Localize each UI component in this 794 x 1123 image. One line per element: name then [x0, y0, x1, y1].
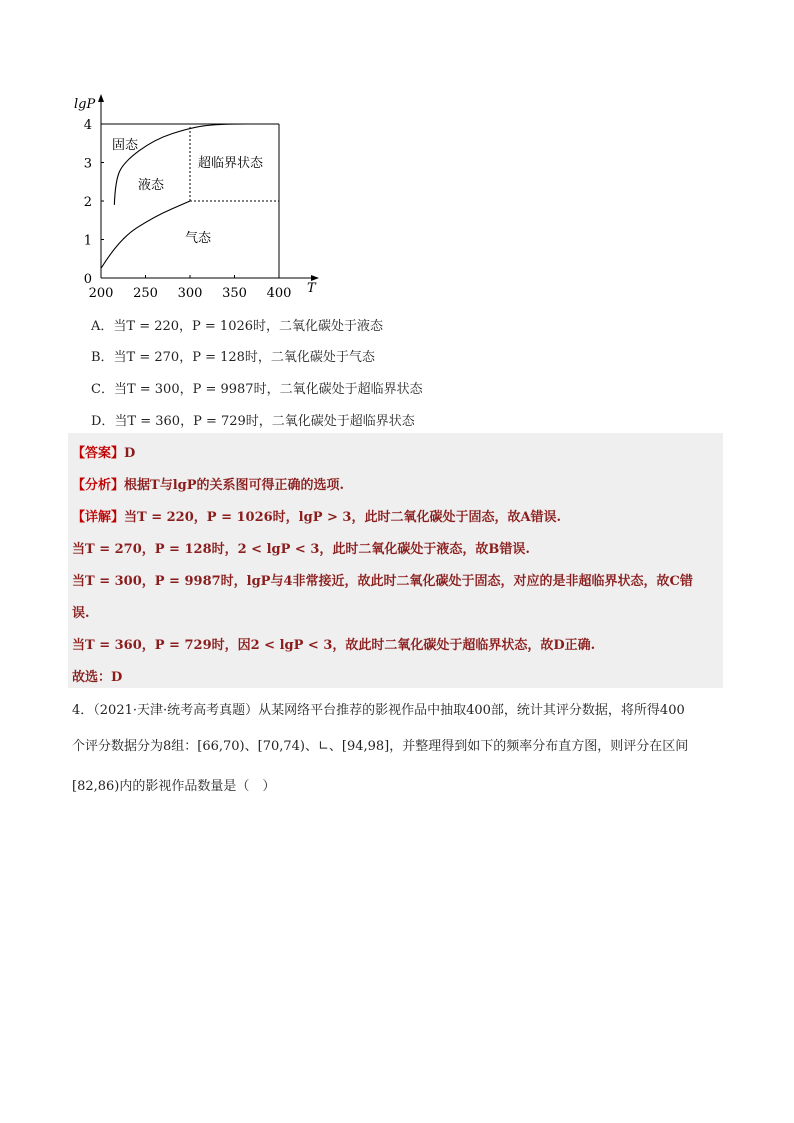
analysis-text: 根据T与lgP的关系图可得正确的选项. [124, 478, 345, 493]
y-tick-label-3: 3 [83, 156, 92, 172]
x-tick-label-1: 250 [133, 286, 158, 301]
y-axis-arrow [98, 94, 104, 102]
x-axis-label: T [307, 281, 316, 296]
answer-line [72, 442, 135, 461]
x-tick-label-3: 350 [222, 286, 247, 301]
answer-tag: 【答案】 [72, 446, 125, 461]
phase-diagram-chart [74, 92, 324, 307]
region-label-supercritical: 超临界状态 [198, 156, 264, 171]
y-axis-label: lgP [74, 97, 96, 112]
chart-axes [98, 94, 319, 281]
answer-value: D [124, 446, 136, 461]
detail-line-3: 当T = 300，P = 9987时，lgP与4非常接近，故此时二氧化碳处于固态，对应的是非超临界状态，故C错 [72, 574, 693, 589]
option-b: B．当T = 270，P = 128时，二氧化碳处于气态 [91, 350, 375, 365]
x-tick-label-2: 300 [177, 286, 203, 301]
option-c: C．当T = 300，P = 9987时，二氧化碳处于超临界状态 [91, 382, 423, 397]
question-4-line-2: 个评分数据分为8组：[66,70)、[70,74)、∟、[94,98]，并整理得到如下的频率分布直方图，则评分在区间 [72, 739, 689, 754]
y-tick-label-4: 4 [83, 118, 92, 133]
detail-line-2: 当T = 270，P = 128时，2 < lgP < 3，此时二氧化碳处于液态，故B错误. [72, 542, 530, 557]
series-curve-1 [101, 201, 190, 268]
detail-line-5: 当T = 360，P = 729时，因2 < lgP < 3，故此时二氧化碳处于超临界状态，故D正确. [72, 638, 596, 653]
x-tick-label-0: 200 [88, 286, 114, 301]
y-tick-label-0: 0 [83, 272, 92, 287]
detail-text-1: 当T = 220，P = 1026时，lgP > 3，此时二氧化碳处于固态，故A错误. [124, 510, 562, 525]
region-label-gas: 气态 [185, 231, 212, 246]
y-tick-label-1: 1 [83, 233, 92, 249]
region-label-liquid: 液态 [138, 178, 165, 193]
question-4-line-3: [82,86)内的影视作品数量是（ ） [72, 779, 276, 794]
analysis-tag: 【分析】 [72, 478, 125, 493]
x-tick-label-4: 400 [266, 286, 292, 301]
analysis-line [72, 474, 344, 493]
detail-line-6: 故选：D [72, 670, 123, 685]
detail-tag: 【详解】 [72, 510, 125, 525]
option-a: A．当T = 220，P = 1026时，二氧化碳处于液态 [91, 319, 384, 334]
region-label-solid: 固态 [112, 138, 139, 153]
question-4-line-1: 4．（2021·天津·统考高考真题）从某网络平台推荐的影视作品中抽取400部，统计其评分数据，将所得400 [72, 703, 685, 718]
y-tick-label-2: 2 [83, 195, 92, 210]
option-d: D．当T = 360，P = 729时，二氧化碳处于超临界状态 [91, 414, 415, 429]
detail-line-4: 误. [72, 606, 90, 621]
detail-line-1 [72, 506, 561, 525]
